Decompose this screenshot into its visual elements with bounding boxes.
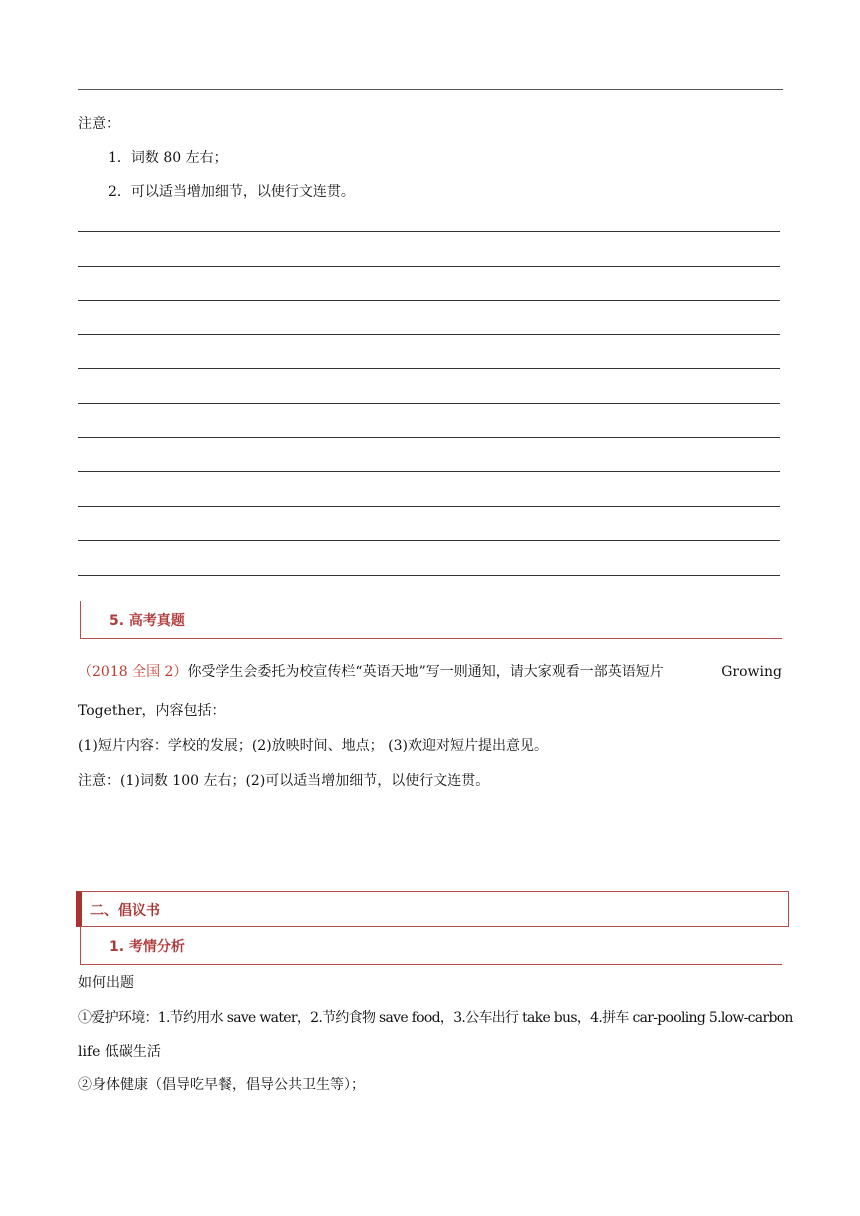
answer-line xyxy=(78,300,780,301)
answer-line xyxy=(78,266,780,267)
answer-line xyxy=(78,368,780,369)
gaokao-heading xyxy=(80,601,782,639)
note-item-1: 1．词数 80 左右； xyxy=(108,150,228,166)
gaokao-source: （2018 全国 2） xyxy=(78,664,188,680)
analysis-heading xyxy=(80,927,782,965)
answer-line xyxy=(78,506,780,507)
gaokao-line-1-text: 你受学生会委托为校宣传栏“英语天地”写一则通知，请大家观看一部英语短片 xyxy=(187,664,664,680)
topic-item-1-line-2: life 低碳生活 xyxy=(78,1044,161,1060)
answer-line xyxy=(78,540,780,541)
note-title: 注意： xyxy=(78,116,120,132)
gaokao-line-1 xyxy=(78,662,782,682)
answer-line xyxy=(78,437,780,438)
note-item-2: 2．可以适当增加细节，以使行文连贯。 xyxy=(108,184,355,200)
section-heading xyxy=(76,891,789,927)
gaokao-line-3: (1)短片内容：学校的发展；(2)放映时间、地点； (3)欢迎对短片提出意见。 xyxy=(78,738,548,754)
answer-line xyxy=(78,403,780,404)
answer-line xyxy=(78,231,780,232)
answer-line xyxy=(78,471,780,472)
section-heading-label: 二、倡议书 xyxy=(90,903,160,919)
header-rule xyxy=(78,89,783,90)
gaokao-line-4: 注意：(1)词数 100 左右；(2)可以适当增加细节，以使行文连贯。 xyxy=(78,773,490,789)
answer-line xyxy=(78,575,780,576)
answer-line xyxy=(78,334,780,335)
analysis-heading-label: 1. 考情分析 xyxy=(109,939,185,955)
how-to-question: 如何出题 xyxy=(78,975,134,991)
topic-item-2: ②身体健康（倡导吃早餐，倡导公共卫生等）； xyxy=(78,1077,365,1093)
topic-item-1-line-1: ①爱护环境：1.节约用水 save water，2.节约食物 save food，3.公车出行 take bus，4.拼车 car-pooling 5.low-carbon xyxy=(78,1010,793,1026)
gaokao-heading-label: 5. 高考真题 xyxy=(109,613,185,629)
gaokao-line-1-end: Growing xyxy=(721,664,782,680)
gaokao-line-2: Together，内容包括： xyxy=(78,703,226,719)
